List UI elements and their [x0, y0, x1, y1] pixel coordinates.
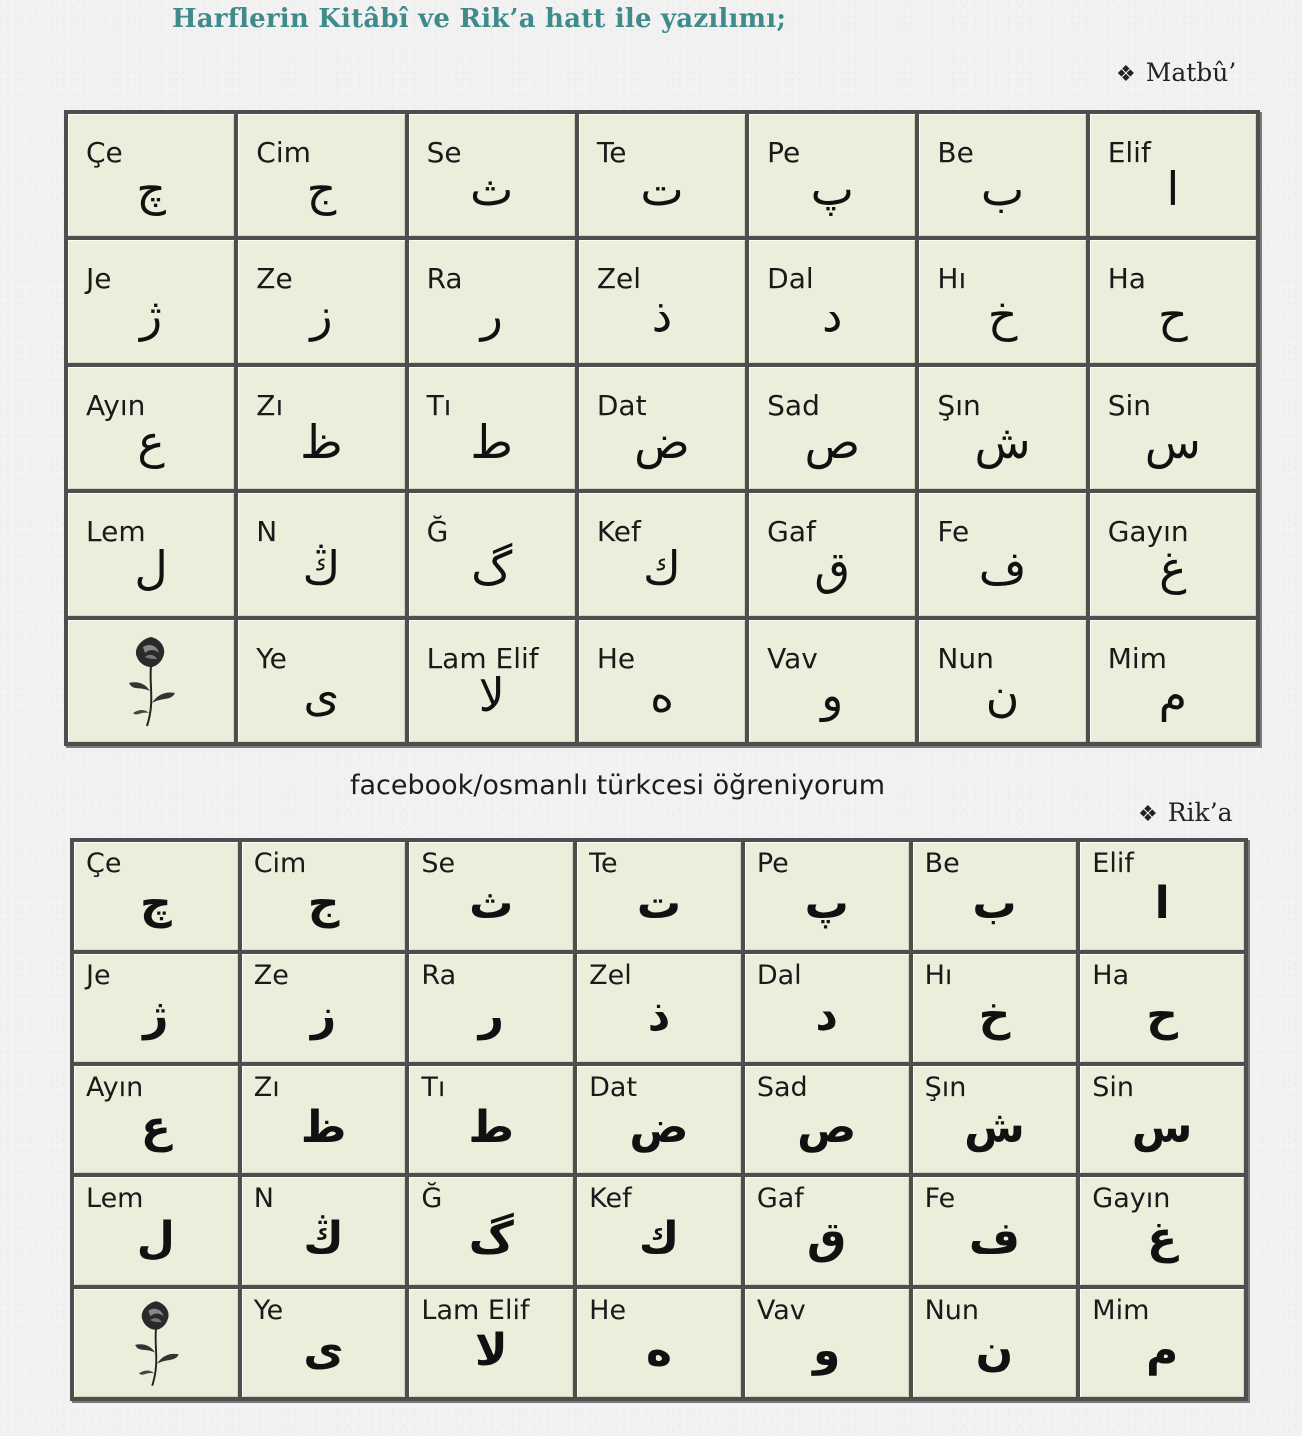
arabic-letter: ى [303, 1325, 344, 1377]
letter-name: Fe [924, 1183, 956, 1215]
letter-cell [749, 114, 915, 236]
letter-cell [409, 240, 575, 362]
letter-cell [579, 620, 745, 742]
letter-name: Fe [937, 515, 970, 549]
arabic-letter: گ [471, 541, 513, 596]
letter-cell [579, 367, 745, 489]
arabic-letter: ع [137, 414, 165, 469]
letter-cell [409, 367, 575, 489]
letter-cell [74, 954, 238, 1062]
letter-name: Ha [1107, 262, 1146, 296]
letter-name: Gaf [756, 1183, 804, 1215]
arabic-letter: ژ [143, 989, 169, 1041]
letter-name: Ye [253, 1295, 284, 1327]
letter-cell [913, 954, 1077, 1062]
letter-cell [1080, 1289, 1244, 1397]
letter-name: Dat [596, 388, 647, 422]
letter-cell [409, 114, 575, 236]
letter-cell [913, 1066, 1077, 1174]
arabic-letter: ع [140, 1101, 171, 1153]
letter-cell [745, 1177, 909, 1285]
letter-cell [1090, 114, 1256, 236]
arabic-letter: پ [804, 878, 849, 929]
letter-cell [919, 620, 1085, 742]
arabic-letter: ث [469, 878, 514, 929]
letter-cell [242, 954, 406, 1062]
letter-cell [745, 842, 909, 950]
letter-cell [238, 367, 404, 489]
letter-cell [579, 240, 745, 362]
arabic-letter: ك [643, 541, 681, 596]
letter-name: Pe [756, 848, 789, 879]
letter-name: Se [421, 848, 456, 879]
letter-cell [68, 240, 234, 362]
arabic-letter: ز [310, 288, 333, 343]
letter-cell [238, 114, 404, 236]
letter-cell [242, 1177, 406, 1285]
letter-cell [74, 1177, 238, 1285]
letter-name: Dal [756, 959, 802, 991]
letter-cell [1090, 493, 1256, 615]
letter-cell [74, 1066, 238, 1174]
letter-name: Vav [756, 1295, 806, 1327]
letter-name: Ayın [86, 388, 146, 422]
letter-name: Cim [253, 848, 307, 879]
letter-cell [749, 367, 915, 489]
letter-name: Lem [86, 1183, 144, 1215]
arabic-letter: پ [810, 162, 854, 216]
section-label-matbu [1116, 58, 1236, 87]
arabic-letter: ف [968, 1213, 1020, 1265]
letter-name: Mim [1092, 1295, 1150, 1327]
arabic-letter: ر [478, 989, 504, 1041]
letter-name: Nun [924, 1295, 979, 1327]
letter-name: Sin [1107, 388, 1152, 422]
letter-name: Elif [1107, 136, 1151, 169]
letter-cell [919, 114, 1085, 236]
arabic-letter: ژ [140, 288, 163, 343]
arabic-letter: ظ [300, 1101, 347, 1153]
arabic-letter: ظ [300, 414, 343, 469]
letter-cell [745, 954, 909, 1062]
letter-name: Çe [86, 848, 122, 879]
arabic-letter: خ [978, 989, 1011, 1041]
letter-cell [745, 1066, 909, 1174]
letter-cell [1090, 367, 1256, 489]
arabic-letter: گ [468, 1213, 514, 1265]
letter-name: Ye [256, 641, 287, 675]
letter-name: Je [86, 959, 111, 991]
letter-cell [238, 240, 404, 362]
arabic-letter: و [821, 667, 844, 722]
letter-name: Dat [589, 1071, 638, 1103]
letter-cell [409, 1066, 573, 1174]
letter-name: Dal [767, 262, 814, 296]
arabic-letter: ح [1158, 288, 1188, 343]
arabic-letter: ث [470, 162, 514, 216]
arabic-letter: ه [646, 1325, 672, 1377]
letter-cell [242, 1289, 406, 1397]
letter-cell [913, 842, 1077, 950]
arabic-letter: ط [468, 1101, 515, 1153]
letter-cell [577, 842, 741, 950]
rika-label: Rik’a [1167, 798, 1233, 827]
arabic-letter: ض [629, 1101, 689, 1153]
letter-cell [577, 1289, 741, 1397]
letter-name: Sad [756, 1071, 808, 1103]
source-caption: facebook/osmanlı türkcesi öğreniyorum [350, 770, 885, 801]
arabic-letter: ص [797, 1101, 857, 1153]
arabic-letter: ن [985, 667, 1020, 722]
letter-cell [749, 620, 915, 742]
letter-cell [749, 493, 915, 615]
letter-name: Şın [924, 1071, 967, 1103]
letter-name: Zel [596, 262, 642, 296]
arabic-letter: ك [638, 1213, 680, 1265]
letter-name: Te [596, 136, 627, 169]
letter-cell [409, 954, 573, 1062]
letter-name: Ğ [421, 1183, 443, 1215]
arabic-letter: غ [1159, 541, 1187, 596]
letter-cell [409, 1289, 573, 1397]
letter-cell [1080, 954, 1244, 1062]
letter-cell [68, 493, 234, 615]
letter-name: Hı [924, 959, 953, 991]
letter-name: Ze [253, 959, 289, 991]
arabic-letter: ط [470, 414, 513, 469]
arabic-letter: د [822, 288, 843, 343]
letter-cell [68, 114, 234, 236]
letter-cell [1080, 1177, 1244, 1285]
arabic-letter: و [813, 1325, 841, 1377]
arabic-letter: لا [478, 667, 505, 722]
arabic-letter: ا [1154, 878, 1170, 929]
letter-cell [409, 842, 573, 950]
arabic-letter: م [1158, 667, 1188, 722]
letter-cell [242, 842, 406, 950]
arabic-letter: ل [134, 541, 168, 596]
arabic-letter: ق [807, 1213, 847, 1265]
arabic-letter: ا [1166, 162, 1180, 216]
letter-name: N [256, 515, 278, 549]
letter-name: Se [426, 136, 462, 169]
letter-cell [745, 1289, 909, 1397]
arabic-letter: ق [814, 541, 851, 596]
letter-name: Sin [1092, 1071, 1135, 1103]
letter-name: Je [86, 262, 112, 296]
letter-name: Mim [1107, 641, 1167, 675]
letter-name: Tı [421, 1071, 446, 1103]
arabic-letter: ت [636, 878, 682, 929]
letter-name: Pe [767, 136, 801, 169]
arabic-letter: ى [303, 667, 340, 722]
letter-cell [913, 1289, 1077, 1397]
letter-cell [409, 1177, 573, 1285]
arabic-letter: ش [974, 414, 1031, 469]
letter-cell [577, 954, 741, 1062]
letter-name: He [589, 1295, 627, 1327]
arabic-letter: خ [987, 288, 1018, 343]
letter-name: He [596, 641, 636, 675]
letter-cell [242, 1066, 406, 1174]
arabic-letter: لا [474, 1325, 508, 1377]
letter-cell [579, 114, 745, 236]
matbu-label: Matbû’ [1145, 58, 1237, 87]
arabic-letter: ب [972, 878, 1017, 929]
letter-name: Ğ [426, 515, 449, 549]
letter-cell [1080, 1066, 1244, 1174]
arabic-letter: ج [306, 162, 337, 216]
arabic-letter: ش [964, 1101, 1025, 1153]
letter-name: Lam Elif [421, 1295, 530, 1327]
letter-name: N [253, 1183, 274, 1215]
letter-name: Vav [767, 641, 818, 675]
letter-cell [1090, 620, 1256, 742]
letter-cell [913, 1177, 1077, 1285]
letter-cell [577, 1066, 741, 1174]
letter-cell [1080, 842, 1244, 950]
letter-name: Şın [937, 388, 981, 422]
bullet-icon: ❖ [1138, 802, 1158, 827]
letter-name: Nun [937, 641, 994, 675]
arabic-letter: ص [804, 414, 861, 469]
letter-name: Be [937, 136, 974, 169]
letter-name: Sad [767, 388, 820, 422]
rika-alphabet-table [70, 838, 1248, 1401]
letter-name: Gayın [1092, 1183, 1171, 1215]
letter-cell [749, 240, 915, 362]
arabic-letter: ت [640, 162, 684, 216]
letter-name: Ra [421, 959, 457, 991]
letter-cell [238, 620, 404, 742]
arabic-letter: ز [310, 989, 337, 1041]
arabic-letter: غ [1147, 1213, 1178, 1265]
arabic-letter: د [815, 989, 838, 1041]
arabic-letter: ذ [651, 288, 673, 343]
letter-cell [919, 493, 1085, 615]
letter-name: Te [589, 848, 618, 879]
letter-cell [409, 620, 575, 742]
arabic-letter: ڭ [303, 1213, 344, 1265]
letter-name: Kef [589, 1183, 632, 1215]
arabic-letter: ف [978, 541, 1027, 596]
arabic-letter: ه [649, 667, 675, 722]
letter-name: Hı [937, 262, 967, 296]
letter-cell [409, 493, 575, 615]
arabic-letter: ذ [647, 989, 671, 1041]
arabic-letter: ل [136, 1213, 175, 1265]
letter-name: Zı [256, 388, 284, 422]
arabic-letter: ض [634, 414, 690, 469]
letter-name: Zı [253, 1071, 280, 1103]
letter-name: Çe [86, 136, 123, 169]
letter-cell [579, 493, 745, 615]
letter-name: Gaf [767, 515, 816, 549]
letter-cell [74, 842, 238, 950]
arabic-letter: ر [480, 288, 503, 343]
letter-cell [577, 1177, 741, 1285]
decoration-cell [74, 1289, 238, 1397]
decoration-cell [68, 620, 234, 742]
letter-name: Elif [1092, 848, 1134, 879]
letter-name: Tı [426, 388, 452, 422]
arabic-letter: چ [139, 878, 172, 929]
page-title: Harflerin Kitâbî ve Rik’a hatt ile yazılımı; [172, 4, 787, 34]
arabic-letter: ج [307, 878, 340, 929]
letter-name: Lem [86, 515, 146, 549]
letter-name: Ayın [86, 1071, 144, 1103]
letter-name: Be [924, 848, 960, 879]
arabic-letter: ن [975, 1325, 1014, 1377]
arabic-letter: ح [1146, 989, 1178, 1041]
arabic-letter: م [1146, 1325, 1179, 1377]
letter-name: Kef [596, 515, 641, 549]
section-label-rika [1138, 798, 1233, 827]
matbu-alphabet-table [64, 110, 1260, 746]
arabic-letter: س [1144, 414, 1201, 469]
letter-name: Ra [426, 262, 463, 296]
bullet-icon: ❖ [1116, 62, 1136, 87]
arabic-letter: ب [980, 162, 1025, 216]
letter-cell [68, 367, 234, 489]
letter-cell [1090, 240, 1256, 362]
letter-cell [238, 493, 404, 615]
letter-name: Gayın [1107, 515, 1189, 549]
letter-name: Cim [256, 136, 311, 169]
arabic-letter: ڭ [302, 541, 341, 596]
letter-name: Zel [589, 959, 632, 991]
letter-cell [919, 367, 1085, 489]
letter-name: Lam Elif [426, 641, 539, 675]
arabic-letter: س [1131, 1101, 1193, 1153]
letter-cell [919, 240, 1085, 362]
arabic-letter: چ [136, 162, 166, 216]
letter-name: Ha [1092, 959, 1130, 991]
letter-name: Ze [256, 262, 293, 296]
